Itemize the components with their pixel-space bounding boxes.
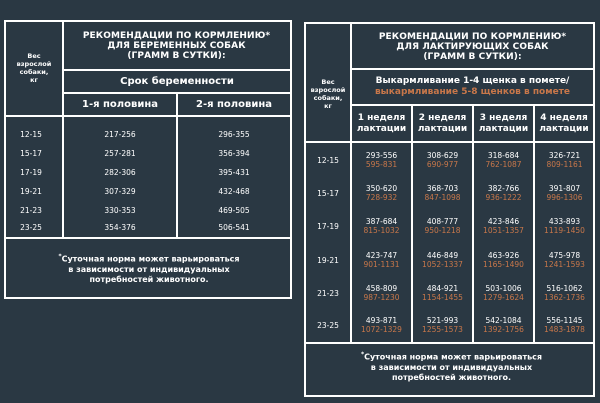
value-large-litter: 1362-1736 [544, 293, 585, 302]
value-large-litter: 815-1032 [363, 226, 400, 235]
value-small-litter: 423-846 [487, 217, 520, 226]
pregnant-table-panel [4, 20, 292, 299]
weight-cell: 17-19 [317, 221, 339, 231]
value-large-litter: 1154-1455 [422, 293, 463, 302]
weight-cell: 21-23 [20, 205, 42, 215]
value-large-litter: 847-1098 [424, 193, 461, 202]
value-cell: 296-355 [218, 129, 250, 139]
pregnant-table-title: РЕКОМЕНДАЦИИ ПО КОРМЛЕНИЮ* ДЛЯ БЕРЕМЕННЫХ СОБАК (ГРАММ В СУТКИ): [82, 31, 271, 61]
value-cell [474, 249, 533, 271]
value-cell [413, 314, 472, 336]
value-small-litter: 293-556 [365, 151, 398, 160]
value-cell [352, 282, 411, 304]
value-cell [474, 215, 533, 237]
value-small-litter: 308-629 [426, 151, 459, 160]
value-cell [352, 149, 411, 171]
value-cell [535, 314, 594, 336]
value-large-litter: 1483-1878 [544, 325, 585, 334]
value-small-litter: 368-703 [426, 184, 459, 193]
value-cell: 432-468 [218, 186, 250, 196]
value-cell [413, 249, 472, 271]
value-large-litter: 901-1131 [363, 260, 400, 269]
value-cell [413, 182, 472, 204]
value-small-litter: 542-1084 [485, 316, 522, 325]
value-large-litter: 1392-1756 [483, 325, 524, 334]
weight-cell: 12-15 [20, 129, 42, 139]
weight-cell: 19-21 [20, 186, 42, 196]
weight-column-header: Вес взрослой собаки, кг [16, 52, 52, 84]
value-small-litter: 318-684 [487, 151, 520, 160]
value-cell: 506-541 [218, 222, 250, 232]
divider [6, 115, 290, 117]
value-large-litter: 1072-1329 [361, 325, 402, 334]
week4-header: 4 неделя лактации [539, 112, 589, 134]
value-large-litter: 1119-1450 [544, 226, 585, 235]
weight-column-header: Вес взрослой собаки, кг [310, 78, 346, 110]
value-cell: 356-394 [218, 148, 250, 158]
value-large-litter: 1052-1337 [422, 260, 463, 269]
value-small-litter: 446-849 [426, 251, 459, 260]
value-small-litter: 433-893 [548, 217, 581, 226]
value-cell [535, 249, 594, 271]
weight-cell: 21-23 [317, 288, 339, 298]
value-cell [535, 149, 594, 171]
value-cell: 395-431 [218, 167, 250, 177]
value-small-litter: 556-1145 [546, 316, 583, 325]
value-cell [535, 282, 594, 304]
value-small-litter: 458-809 [365, 284, 398, 293]
weight-cell: 15-17 [317, 188, 339, 198]
value-cell [413, 282, 472, 304]
value-small-litter: 475-978 [548, 251, 581, 260]
lactating-table-title: РЕКОМЕНДАЦИИ ПО КОРМЛЕНИЮ* ДЛЯ ЛАКТИРУЮЩИХ СОБАК (ГРАММ В СУТКИ): [378, 32, 567, 62]
value-large-litter: 762-1087 [485, 160, 522, 169]
value-cell [474, 282, 533, 304]
value-large-litter: 809-1161 [546, 160, 583, 169]
value-large-litter: 1255-1573 [422, 325, 463, 334]
weight-cell: 23-25 [20, 222, 42, 232]
footnote: *Суточная норма может варьироваться в зависимости от индивидуальных потребностей животного. [58, 253, 240, 284]
value-large-litter: 1165-1490 [483, 260, 524, 269]
value-cell [413, 149, 472, 171]
value-small-litter: 516-1062 [546, 284, 583, 293]
value-small-litter: 463-926 [487, 251, 520, 260]
value-small-litter: 503-1006 [485, 284, 522, 293]
value-large-litter: 996-1306 [546, 193, 583, 202]
value-cell [535, 182, 594, 204]
second-half-header: 2-я половина [196, 99, 272, 110]
first-half-header: 1-я половина [82, 99, 158, 110]
value-large-litter: 950-1218 [424, 226, 461, 235]
value-cell [352, 182, 411, 204]
value-cell [474, 149, 533, 171]
value-cell: 217-256 [104, 129, 136, 139]
value-large-litter: 936-1222 [485, 193, 522, 202]
week3-header: 3 неделя лактации [478, 112, 529, 134]
value-cell [535, 215, 594, 237]
litter-size-header: Выкармливание 1-4 щенка в помете/ выкармливание 5-8 щенков в помете [374, 76, 571, 97]
value-small-litter: 382-766 [487, 184, 520, 193]
value-cell: 307-329 [104, 186, 136, 196]
week2-header: 2 неделя лактации [417, 112, 468, 134]
weight-cell: 12-15 [317, 155, 339, 165]
value-cell: 282-306 [104, 167, 136, 177]
value-cell [352, 314, 411, 336]
value-small-litter: 408-777 [426, 217, 459, 226]
value-small-litter: 521-993 [426, 316, 459, 325]
value-small-litter: 387-684 [365, 217, 398, 226]
value-cell: 469-505 [218, 205, 250, 215]
divider [6, 237, 290, 239]
value-cell: 354-376 [104, 222, 136, 232]
value-cell [474, 314, 533, 336]
value-small-litter: 484-921 [426, 284, 459, 293]
value-large-litter: 595-831 [365, 160, 398, 169]
pregnancy-period-header: Срок беременности [120, 76, 234, 87]
value-small-litter: 493-871 [365, 316, 398, 325]
value-cell: 330-353 [104, 205, 136, 215]
divider [306, 342, 593, 344]
week1-header: 1 неделя лактации [356, 112, 407, 134]
value-cell [413, 215, 472, 237]
footnote: *Суточная норма может варьироваться в зависимости от индивидуальных потребностей животного. [360, 351, 543, 382]
weight-cell: 23-25 [317, 320, 339, 330]
weight-cell: 19-21 [317, 255, 339, 265]
lactating-table-panel [304, 22, 595, 397]
value-large-litter: 1051-1357 [483, 226, 524, 235]
footnote-mark: * [360, 351, 365, 358]
value-small-litter: 350-620 [365, 184, 398, 193]
value-large-litter: 1279-1624 [483, 293, 524, 302]
footnote-mark: * [58, 253, 62, 260]
value-large-litter: 728-932 [365, 193, 398, 202]
value-cell [352, 249, 411, 271]
value-cell: 257-281 [104, 148, 136, 158]
value-cell [474, 182, 533, 204]
value-small-litter: 391-807 [548, 184, 581, 193]
value-cell [352, 215, 411, 237]
value-large-litter: 987-1230 [363, 293, 400, 302]
value-large-litter: 690-977 [426, 160, 459, 169]
value-small-litter: 423-747 [365, 251, 398, 260]
value-large-litter: 1241-1593 [544, 260, 585, 269]
divider [306, 141, 593, 143]
weight-cell: 17-19 [20, 167, 42, 177]
weight-cell: 15-17 [20, 148, 42, 158]
value-small-litter: 326-721 [548, 151, 581, 160]
